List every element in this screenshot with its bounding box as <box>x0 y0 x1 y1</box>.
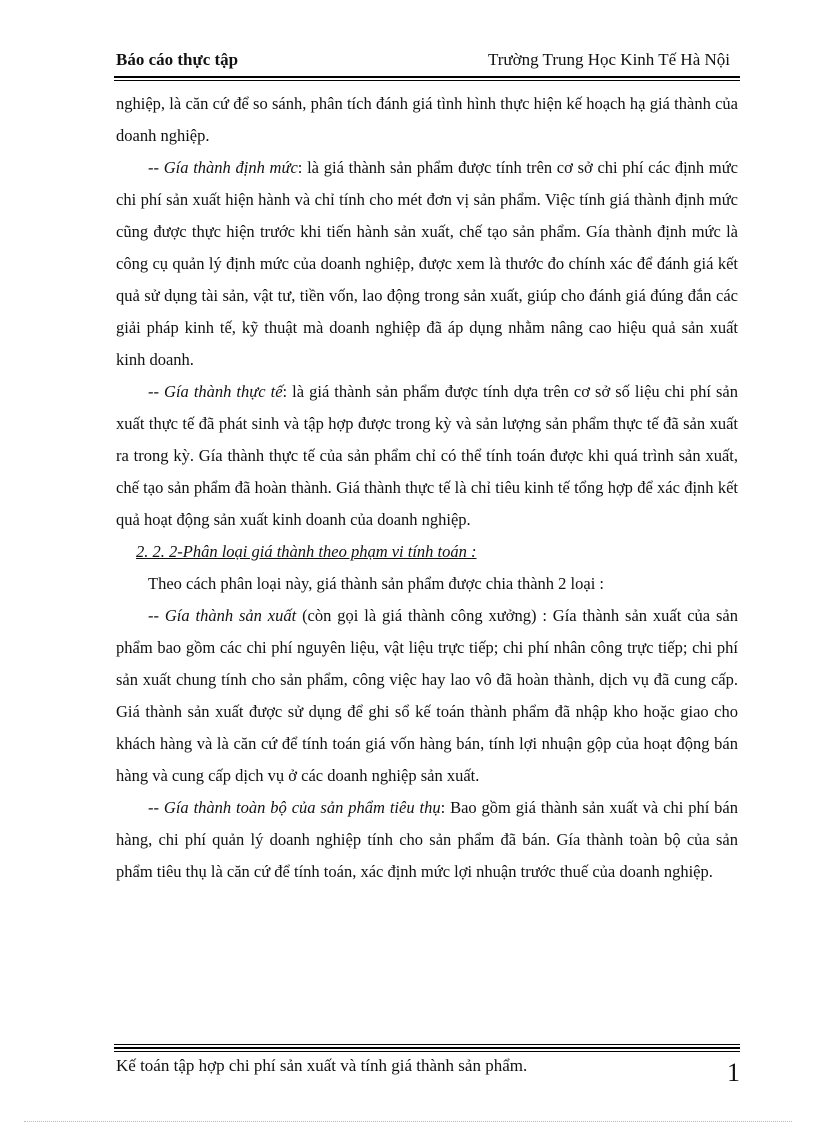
footer-rule-thin-bottom <box>114 1051 740 1052</box>
bullet-prefix: -- <box>148 606 165 625</box>
paragraph-actual-cost <box>116 376 738 536</box>
term-standard-cost: Gía thành định mức <box>163 158 298 177</box>
footer-rule-thin-top <box>114 1044 740 1045</box>
paragraph-text: : Bao gồm giá thành sản xuất và chi phí bán hàng, chi phí quản lý doanh nghiệp tính cho sản phẩm đã bán. Gía thành toàn bộ của sản phẩm tiêu thụ là căn cứ để tính toán, xác định mức lợi nhuận trước thuế của doanh nghiệp. <box>116 798 739 881</box>
term-actual-cost: Gía thành thực tế <box>164 382 283 401</box>
section-heading: 2. 2. 2-Phân loại giá thành theo phạm vi tính toán : <box>136 542 477 561</box>
header-report-title: Báo cáo thực tập <box>116 50 239 69</box>
page-edge-divider <box>24 1121 792 1122</box>
paragraph-classification-intro: Theo cách phân loại này, giá thành sản phẩm được chia thành 2 loại : <box>148 574 604 593</box>
paragraph-standard-cost <box>116 152 738 376</box>
bullet-prefix: -- <box>148 158 164 177</box>
page-header <box>116 48 740 72</box>
paragraph-total-cost <box>116 792 738 888</box>
paragraph-text: (còn gọi là giá thành công xưởng) : Gía thành sản xuất của sản phẩm bao gồm các chi phí nguyên liệu, vật liệu trực tiếp; chi phí nhân công trực tiếp; chi phí sản xuất chung tính cho sản phẩm, công việc hay lao vô đã hoàn thành, dịch vụ đã cung cấp. Giá thành sản xuất được sử dụng để ghi sổ kế toán thành phẩm đã nhập kho hoặc giao cho khách hàng và là căn cứ để tính toán giá vốn hàng bán, tính lợi nhuận gộp của hoạt động bán hàng và cung cấp dịch vụ ở các doanh nghiệp sản xuất. <box>116 606 738 785</box>
header-rule <box>114 76 740 78</box>
footer-title: Kế toán tập hợp chi phí sản xuất và tính giá thành sản phẩm. <box>116 1056 528 1075</box>
paragraph-text: : là giá thành sản phẩm được tính dựa trên cơ sở số liệu chi phí sản xuất thực tế đã phát sinh và tập hợp được trong kỳ và sản lượng sản phẩm thực tế đã sản xuất ra trong kỳ. Gía thành thực tế của sản phẩm chỉ có thể tính toán được khi quá trình sản xuất, chế tạo sản phẩm đã hoàn thành. Giá thành thực tế là chỉ tiêu kinh tế tổng hợp để xác định kết quả hoạt động sản xuất kinh doanh của doanh nghiệp. <box>116 382 738 529</box>
footer-rule-thick <box>114 1047 740 1049</box>
header-rule-thin <box>114 80 740 81</box>
header-school-name: Trường Trung Học Kinh Tế Hà Nội <box>487 50 730 69</box>
term-total-cost: Gía thành toàn bộ của sản phẩm tiêu thụ <box>163 798 441 817</box>
page-body <box>116 88 738 888</box>
paragraph-text: : là giá thành sản phẩm được tính trên cơ sở chi phí các định mức chi phí sản xuất hiện hành và chỉ tính cho mét đơn vị sản phẩm. Việc tính giá thành định mức cũng được thực hiện trước khi tiến hành sản xuất, chế tạo sản phẩm. Gía thành định mức là công cụ quản lý định mức của doanh nghiệp, được xem là thước đo chính xác để đánh giá kết quả sử dụng tài sản, vật tư, tiền vốn, lao động trong sản xuất, giúp cho đánh giá đúng đắn các giải pháp kinh tế, kỹ thuật mà doanh nghiệp đã áp dụng nhằm nâng cao hiệu quả sản xuất kinh doanh. <box>116 158 738 369</box>
term-production-cost: Gía thành sản xuất <box>164 606 297 625</box>
page-footer <box>116 1056 740 1086</box>
page-number: 1 <box>727 1058 740 1087</box>
paragraph-continuation: nghiệp, là căn cứ để so sánh, phân tích đánh giá tình hình thực hiện kế hoạch hạ giá thành của doanh nghiệp. <box>116 94 738 145</box>
paragraph-production-cost <box>116 600 738 792</box>
bullet-prefix: -- <box>148 798 164 817</box>
bullet-prefix: -- <box>148 382 165 401</box>
